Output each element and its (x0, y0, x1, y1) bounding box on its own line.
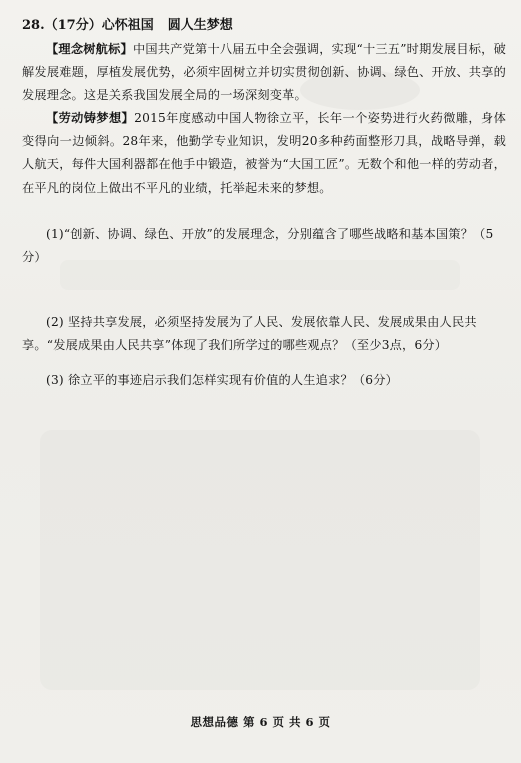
material-paragraph-2 (22, 107, 506, 200)
material-paragraph-1 (22, 38, 506, 108)
bleed-through-mark (40, 430, 480, 690)
question-theme: 圆人生梦想 (167, 18, 233, 33)
material-2-heading: 【劳动铸梦想】 (46, 111, 135, 125)
material-1-text: 中国共产党第十八届五中全会强调，实现“十三五”时期发展目标，破解发展难题，厚植发展优势，必须牢固树立并切实贯彻创新、协调、绿色、开放、共享的发展理念。这是关系我国发展全局的一场深刻变革。 (22, 42, 506, 103)
subquestion-2: (2) 坚持共享发展，必须坚持发展为了人民、发展依靠人民、发展成果由人民共享。“发展成果由人民共享”体现了我们所学过的哪些观点？（至少3点，6分） (22, 315, 477, 352)
question-title (22, 14, 506, 33)
material-2-text: 2015年度感动中国人物徐立平，长年一个姿势进行火药微雕，身体变得向一边倾斜。28年来，他勤学专业知识，发明20多种药面整形刀具，战略导弹，载人航天，每件大国利器都在他手中锻造，被誉为“大国工匠”。无数个和他一样的劳动者，在平凡的岗位上做出不平凡的业绩，托举起未来的梦想。 (22, 111, 506, 195)
subquestion-1: (1)“创新、协调、绿色、开放”的发展理念，分别蕴含了哪些战略和基本国策？（5分） (22, 227, 494, 264)
question-score: （17分）心怀祖国 (44, 18, 154, 33)
question-number: 28. (22, 18, 45, 33)
subquestion-3: (3) 徐立平的事迹启示我们怎样实现有价值的人生追求？（6分） (46, 373, 398, 387)
page-footer: 思想品德 第 6 页 共 6 页 (190, 715, 331, 729)
material-1-heading: 【理念树航标】 (46, 42, 133, 56)
